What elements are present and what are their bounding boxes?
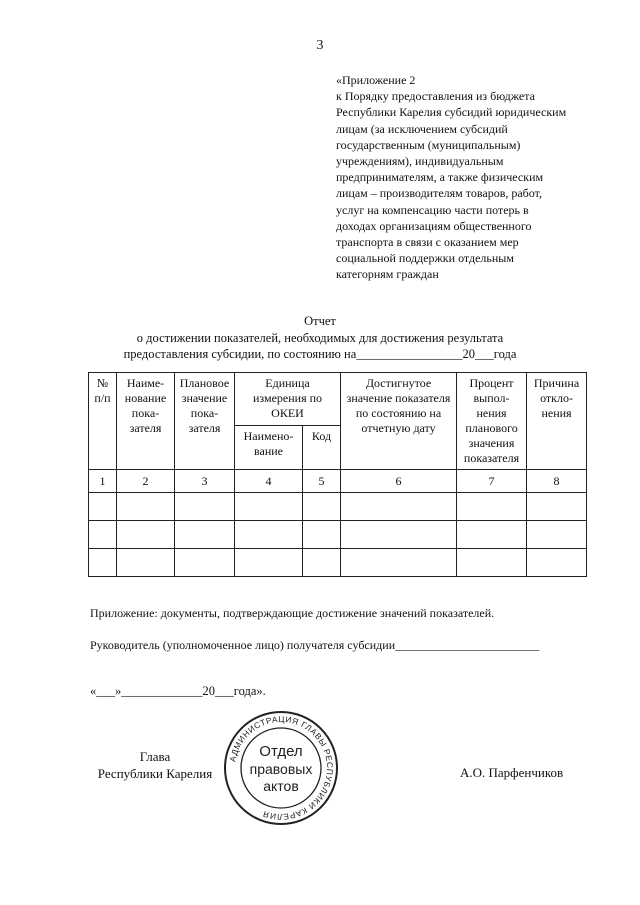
stamp-ring-text: АДМИНИСТРАЦИЯ ГЛАВЫ РЕСПУБЛИКИ КАРЕЛИЯ (227, 713, 336, 823)
header-unit-code: Код (303, 426, 341, 470)
appendix-line: доходах организациям общественного (336, 218, 532, 233)
signatory-title-line: Республики Карелия (97, 766, 213, 781)
signatory-title (90, 748, 220, 782)
stamp-text: актов (263, 778, 299, 794)
appendix-line: государственным (муниципальным) (336, 137, 521, 152)
report-title-block (0, 313, 640, 363)
column-number-row (89, 470, 587, 493)
signatory-name: А.О. Парфенчиков (460, 765, 564, 780)
appendix-line: социальной поддержки отдельным (336, 251, 514, 266)
report-subtitle-date: предоставления субсидии, по состоянию на_________________20___года (123, 347, 517, 361)
signatory-title-line: Глава (139, 749, 171, 764)
page-number: 3 (316, 38, 324, 53)
attachment-note: Приложение: документы, подтверждающие достижение значений показателей. (90, 606, 495, 620)
column-number: 3 (175, 470, 235, 493)
header-indicator-name: Наиме-нование пока-зателя (117, 373, 175, 470)
report-table (88, 372, 587, 577)
column-number: 5 (303, 470, 341, 493)
official-stamp (222, 708, 340, 828)
appendix-line: лицам (за исключением субсидий (336, 121, 508, 136)
report-title: Отчет (304, 314, 336, 328)
appendix-heading (336, 72, 626, 283)
header-deviation-reason: Причина откло-нения (527, 373, 587, 470)
column-number: 1 (89, 470, 117, 493)
appendix-line: Республики Карелия субсидий юридическим (336, 105, 567, 120)
date-line: «___»_____________20___года». (90, 684, 266, 698)
header-achieved-value: Достигнутое значение показателя по состоянию на отчетную дату (341, 373, 457, 470)
appendix-line: транспорта в связи с оказанием мер (336, 235, 519, 250)
column-number: 4 (235, 470, 303, 493)
column-number: 7 (457, 470, 527, 493)
header-unit: Единица измерения по ОКЕИ (235, 373, 341, 426)
header-num: № п/п (89, 373, 117, 470)
appendix-line: услуг на компенсацию части потерь в (336, 202, 529, 217)
header-completion-percent: Процент выпол-нения планового значения показателя (457, 373, 527, 470)
column-number: 6 (341, 470, 457, 493)
table-row (89, 549, 587, 577)
stamp-text: Отдел (259, 743, 303, 760)
appendix-line: «Приложение 2 (336, 73, 416, 87)
appendix-line: предпринимателям, а также физическим (336, 170, 544, 185)
table-row (89, 493, 587, 521)
report-subtitle: о достижении показателей, необходимых для достижения результата (136, 330, 504, 345)
header-unit-name: Наимено-вание (235, 426, 303, 470)
appendix-line: категорням граждан (336, 267, 439, 282)
column-number: 2 (117, 470, 175, 493)
column-number: 8 (527, 470, 587, 493)
appendix-line: лицам – производителям товаров, работ, (336, 186, 542, 201)
head-signature-line: Руководитель (уполномоченное лицо) получателя субсидии________________________ (90, 638, 540, 652)
header-planned-value: Плановое значение пока-зателя (175, 373, 235, 470)
stamp-text: правовых (249, 761, 313, 777)
appendix-line: учреждениям), индивидуальным (336, 154, 504, 169)
table-row (89, 521, 587, 549)
appendix-line: к Порядку предоставления из бюджета (336, 89, 535, 104)
